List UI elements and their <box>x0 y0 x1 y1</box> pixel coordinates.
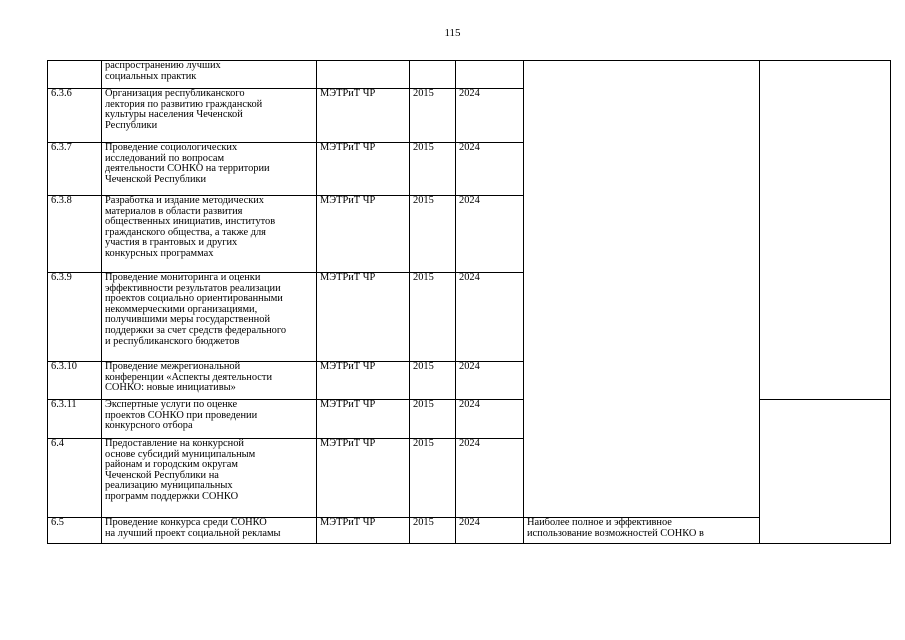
row-number: 6.3.8 <box>48 196 102 273</box>
row-end-year <box>456 61 524 89</box>
row-start-year: 2015 <box>410 518 456 544</box>
row-number: 6.3.9 <box>48 273 102 362</box>
row-number: 6.3.7 <box>48 143 102 196</box>
row-organization <box>317 61 410 89</box>
activities-table <box>47 60 891 544</box>
indicator-cell-merged-lower <box>760 400 891 544</box>
row-name: Проведение мониторинга и оценки эффективности результатов реализации проектов социально ориентированными некоммерческими организациями, получившими меры государственной поддержки за счет средств федерального и республиканского бюджетов <box>102 273 317 362</box>
row-end-year: 2024 <box>456 196 524 273</box>
row-organization: МЭТРиТ ЧР <box>317 400 410 439</box>
result-cell-merged <box>524 61 760 518</box>
row-number: 6.3.10 <box>48 362 102 400</box>
row-start-year: 2015 <box>410 439 456 518</box>
row-organization: МЭТРиТ ЧР <box>317 273 410 362</box>
row-start-year <box>410 61 456 89</box>
row-end-year: 2024 <box>456 439 524 518</box>
row-number: 6.4 <box>48 439 102 518</box>
row-end-year: 2024 <box>456 143 524 196</box>
row-start-year: 2015 <box>410 196 456 273</box>
row-name: Проведение социологических исследований по вопросам деятельности СОНКО на территории Чеченской Республики <box>102 143 317 196</box>
indicator-cell-merged <box>760 61 891 400</box>
row-end-year: 2024 <box>456 273 524 362</box>
row-number: 6.3.6 <box>48 89 102 143</box>
row-name: распространению лучших социальных практик <box>102 61 317 89</box>
row-number: 6.5 <box>48 518 102 544</box>
row-name: Проведение конкурса среди СОНКО на лучший проект социальной рекламы <box>102 518 317 544</box>
row-start-year: 2015 <box>410 89 456 143</box>
row-organization: МЭТРиТ ЧР <box>317 89 410 143</box>
row-name: Предоставление на конкурсной основе субсидий муниципальным районам и городским округам Чеченской Республики на реализацию муниципальных программ поддержки СОНКО <box>102 439 317 518</box>
row-start-year: 2015 <box>410 362 456 400</box>
row-number: 6.3.11 <box>48 400 102 439</box>
row-end-year: 2024 <box>456 518 524 544</box>
row-name: Организация республиканского лектория по развитию гражданской культуры населения Чеченской Республики <box>102 89 317 143</box>
row-organization: МЭТРиТ ЧР <box>317 518 410 544</box>
row-name: Экспертные услуги по оценке проектов СОНКО при проведении конкурсного отбора <box>102 400 317 439</box>
row-name: Проведение межрегиональной конференции «Аспекты деятельности СОНКО: новые инициативы» <box>102 362 317 400</box>
row-organization: МЭТРиТ ЧР <box>317 143 410 196</box>
page-number: 115 <box>444 27 461 39</box>
table-row <box>48 61 891 89</box>
expected-result: Наиболее полное и эффективное использование возможностей СОНКО в <box>524 518 760 544</box>
row-organization: МЭТРиТ ЧР <box>317 439 410 518</box>
table-row <box>48 400 891 439</box>
row-end-year: 2024 <box>456 400 524 439</box>
row-name: Разработка и издание методических материалов в области развития общественных инициатив, институтов гражданского общества, а также для участия в грантовых и других конкурсных программах <box>102 196 317 273</box>
row-organization: МЭТРиТ ЧР <box>317 196 410 273</box>
row-start-year: 2015 <box>410 143 456 196</box>
row-end-year: 2024 <box>456 362 524 400</box>
row-start-year: 2015 <box>410 400 456 439</box>
row-start-year: 2015 <box>410 273 456 362</box>
row-end-year: 2024 <box>456 89 524 143</box>
row-number <box>48 61 102 89</box>
row-organization: МЭТРиТ ЧР <box>317 362 410 400</box>
